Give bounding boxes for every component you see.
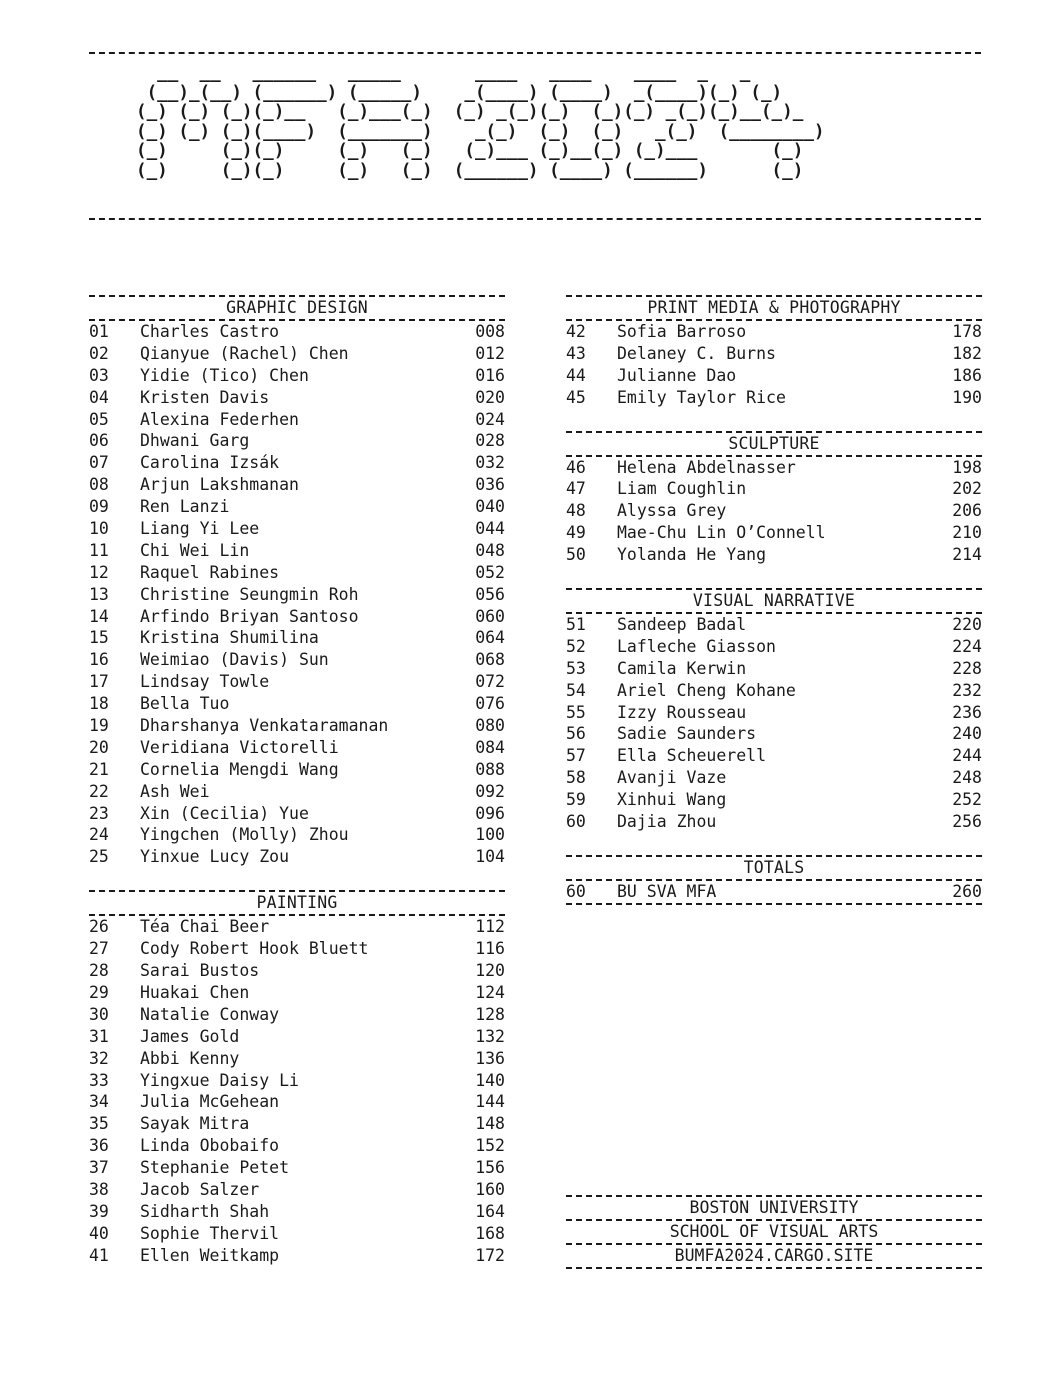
page-number: 172 xyxy=(475,1245,505,1265)
page-number: 112 xyxy=(475,917,505,937)
entry-number: 08 xyxy=(89,475,109,495)
page-number: 210 xyxy=(952,523,982,543)
artist-name: Liang Yi Lee xyxy=(140,519,260,539)
page-number: 164 xyxy=(475,1201,505,1221)
entry-number: 33 xyxy=(89,1070,109,1090)
entry-number: 60 xyxy=(566,812,586,832)
section-spacer xyxy=(566,409,982,431)
entry-number: 31 xyxy=(89,1026,109,1046)
entry-number: 43 xyxy=(566,343,586,363)
page-number: 186 xyxy=(952,365,982,385)
entry-number: 18 xyxy=(89,694,109,714)
entry-number: 06 xyxy=(89,431,109,451)
right-column xyxy=(566,295,982,905)
artist-name: Yolanda He Yang xyxy=(617,545,767,565)
page-number: 052 xyxy=(475,562,505,582)
list-item xyxy=(89,1004,505,1026)
page-number: 048 xyxy=(475,540,505,560)
page-number: 182 xyxy=(952,343,982,363)
entry-number: 04 xyxy=(89,387,109,407)
page-number: 160 xyxy=(475,1179,505,1199)
entry-number: 57 xyxy=(566,746,586,766)
section-painting xyxy=(89,890,505,1266)
artist-name: Bella Tuo xyxy=(140,694,230,714)
entry-number: 56 xyxy=(566,724,586,744)
artist-name: Julianne Dao xyxy=(617,365,737,385)
section-title: GRAPHIC DESIGN xyxy=(226,298,368,317)
section-rule xyxy=(566,903,982,905)
list-item xyxy=(566,702,982,724)
entry-number: 12 xyxy=(89,562,109,582)
artist-name: Arjun Lakshmanan xyxy=(140,475,299,495)
artist-name: Sarai Bustos xyxy=(140,961,260,981)
artist-name: Delaney C. Burns xyxy=(617,343,776,363)
list-item xyxy=(566,500,982,522)
artist-name: Sofia Barroso xyxy=(617,322,747,341)
page-number: 144 xyxy=(475,1092,505,1112)
artist-name: Raquel Rabines xyxy=(140,562,280,582)
artist-name: Linda Obobaifo xyxy=(140,1136,280,1156)
entry-number: 53 xyxy=(566,658,586,678)
entry-number: 41 xyxy=(89,1245,109,1265)
entry-number: 46 xyxy=(566,457,586,477)
page-number: 012 xyxy=(475,343,505,363)
page-number: 064 xyxy=(475,628,505,648)
page-number: 024 xyxy=(475,409,505,429)
entry-number: 48 xyxy=(566,501,586,521)
artist-name: Yidie (Tico) Chen xyxy=(140,365,309,385)
entry-number: 26 xyxy=(89,917,109,937)
entry-number: 24 xyxy=(89,825,109,845)
entry-number: 02 xyxy=(89,343,109,363)
entry-number: 21 xyxy=(89,759,109,779)
list-item xyxy=(89,1223,505,1245)
list-item xyxy=(89,474,505,496)
list-item xyxy=(89,496,505,518)
page-number: 060 xyxy=(475,606,505,626)
entry-number: 13 xyxy=(89,584,109,604)
entry-number: 14 xyxy=(89,606,109,626)
list-item xyxy=(89,518,505,540)
page-number: 202 xyxy=(952,479,982,499)
entry-number: 32 xyxy=(89,1048,109,1068)
list-item xyxy=(566,321,982,343)
list-item xyxy=(566,636,982,658)
artist-name: Cody Robert Hook Bluett xyxy=(140,939,369,959)
entry-number: 25 xyxy=(89,847,109,867)
artist-name: Izzy Rousseau xyxy=(617,702,747,722)
page-number: 032 xyxy=(475,453,505,473)
entry-number: 09 xyxy=(89,497,109,517)
entry-number: 29 xyxy=(89,982,109,1002)
list-item xyxy=(89,1070,505,1092)
page-number: 140 xyxy=(475,1070,505,1090)
list-item xyxy=(566,457,982,479)
list-item xyxy=(566,680,982,702)
artist-name: Ariel Cheng Kohane xyxy=(617,680,796,700)
list-item xyxy=(566,522,982,544)
list-item xyxy=(89,781,505,803)
section-title: PRINT MEDIA & PHOTOGRAPHY xyxy=(647,298,901,317)
artist-name: Avanji Vaze xyxy=(617,768,727,788)
list-item xyxy=(89,562,505,584)
list-item xyxy=(89,960,505,982)
list-item xyxy=(566,723,982,745)
entry-number: 30 xyxy=(89,1004,109,1024)
artist-name: Liam Coughlin xyxy=(617,479,747,499)
header-bottom-rule xyxy=(89,218,981,220)
page-number: 232 xyxy=(952,680,982,700)
entry-number: 40 xyxy=(89,1223,109,1243)
entry-number: 03 xyxy=(89,365,109,385)
page-number: 016 xyxy=(475,365,505,385)
section-title: SCULPTURE xyxy=(728,433,820,453)
entry-number: 50 xyxy=(566,545,586,565)
list-item xyxy=(89,452,505,474)
artist-name: Xin (Cecilia) Yue xyxy=(140,803,309,823)
page-number: 224 xyxy=(952,636,982,656)
list-item xyxy=(89,737,505,759)
artist-name: Ellen Weitkamp xyxy=(140,1245,280,1265)
entry-number: 45 xyxy=(566,387,586,407)
artist-name: Emily Taylor Rice xyxy=(617,387,786,407)
page-number: 124 xyxy=(475,982,505,1002)
list-item xyxy=(89,1157,505,1179)
list-item xyxy=(566,478,982,500)
page-number: 168 xyxy=(475,1223,505,1243)
section-title: TOTALS xyxy=(743,857,805,877)
list-item xyxy=(89,606,505,628)
artist-name: Lafleche Giasson xyxy=(617,636,776,656)
list-item xyxy=(566,767,982,789)
section-title: PAINTING xyxy=(256,893,338,913)
list-item xyxy=(89,649,505,671)
page-number: 020 xyxy=(475,387,505,407)
list-item xyxy=(89,1026,505,1048)
artist-name: Huakai Chen xyxy=(140,982,250,1002)
artist-name: James Gold xyxy=(140,1026,240,1046)
list-item xyxy=(566,789,982,811)
list-item xyxy=(89,1048,505,1070)
entry-number: 42 xyxy=(566,322,586,341)
page-number: 220 xyxy=(952,615,982,635)
page-number: 248 xyxy=(952,768,982,788)
list-item xyxy=(89,387,505,409)
artist-name: Lindsay Towle xyxy=(140,672,270,692)
section-sculpture xyxy=(566,431,982,566)
list-item xyxy=(566,614,982,636)
artist-name: BU SVA MFA xyxy=(617,881,717,901)
entry-number: 44 xyxy=(566,365,586,385)
artist-name: Camila Kerwin xyxy=(617,658,747,678)
page-number: 228 xyxy=(952,658,982,678)
entry-number: 38 xyxy=(89,1179,109,1199)
section-visual-narrative xyxy=(566,588,982,833)
list-item xyxy=(566,658,982,680)
page-number: 084 xyxy=(475,737,505,757)
footer-rule xyxy=(566,1267,982,1269)
entry-number: 36 xyxy=(89,1136,109,1156)
artist-name: Arfindo Briyan Santoso xyxy=(140,606,359,626)
page-number: 136 xyxy=(475,1048,505,1068)
page-number: 120 xyxy=(475,961,505,981)
artist-name: Qianyue (Rachel) Chen xyxy=(140,343,349,363)
entry-number: 51 xyxy=(566,615,586,635)
entry-number: 22 xyxy=(89,781,109,801)
footer-line: BUMFA2024.CARGO.SITE xyxy=(674,1246,874,1265)
page-number: 080 xyxy=(475,716,505,736)
page-number: 100 xyxy=(475,825,505,845)
artist-name: Natalie Conway xyxy=(140,1004,280,1024)
list-item xyxy=(566,745,982,767)
list-item xyxy=(566,881,982,903)
entry-number: 15 xyxy=(89,628,109,648)
entry-number: 34 xyxy=(89,1092,109,1112)
page-number: 206 xyxy=(952,501,982,521)
artist-name: Stephanie Petet xyxy=(140,1158,290,1178)
page-number: 068 xyxy=(475,650,505,670)
page-number: 256 xyxy=(952,812,982,832)
artist-name: Julia McGehean xyxy=(140,1092,280,1112)
artist-name: Ella Scheuerell xyxy=(617,746,767,766)
artist-name: Cornelia Mengdi Wang xyxy=(140,759,339,779)
artist-name: Sidharth Shah xyxy=(140,1201,270,1221)
list-item xyxy=(566,365,982,387)
page-number: 088 xyxy=(475,759,505,779)
artist-name: Christine Seungmin Roh xyxy=(140,584,359,604)
artist-name: Dhwani Garg xyxy=(140,431,250,451)
entry-number: 28 xyxy=(89,961,109,981)
entry-number: 55 xyxy=(566,702,586,722)
page-number: 198 xyxy=(952,457,982,477)
artist-name: Ash Wei xyxy=(140,781,210,801)
artist-name: Veridiana Victorelli xyxy=(140,737,339,757)
list-item xyxy=(89,715,505,737)
artist-name: Dajia Zhou xyxy=(617,812,717,832)
section-title: VISUAL NARRATIVE xyxy=(692,591,856,611)
header-top-rule xyxy=(89,52,981,54)
page-number: 148 xyxy=(475,1114,505,1134)
page-number: 252 xyxy=(952,790,982,810)
list-item xyxy=(566,811,982,833)
left-column xyxy=(89,295,505,1267)
page-number: 028 xyxy=(475,431,505,451)
artist-name: Alyssa Grey xyxy=(617,501,727,521)
artist-name: Téa Chai Beer xyxy=(140,917,270,937)
artist-name: Carolina Izsák xyxy=(140,453,280,473)
entry-number: 01 xyxy=(89,322,109,341)
entry-number: 54 xyxy=(566,680,586,700)
list-item xyxy=(89,1245,505,1267)
artist-name: Xinhui Wang xyxy=(617,790,727,810)
section-spacer xyxy=(89,868,505,890)
list-item xyxy=(89,627,505,649)
artist-name: Yinxue Lucy Zou xyxy=(140,847,290,867)
footer-line: SCHOOL OF VISUAL ARTS xyxy=(669,1222,879,1241)
list-item xyxy=(89,343,505,365)
list-item xyxy=(89,1113,505,1135)
page-number: 036 xyxy=(475,475,505,495)
entry-number: 39 xyxy=(89,1201,109,1221)
list-item xyxy=(89,824,505,846)
artist-name: Chi Wei Lin xyxy=(140,540,250,560)
page-number: 116 xyxy=(475,939,505,959)
entry-number: 49 xyxy=(566,523,586,543)
page-number: 044 xyxy=(475,519,505,539)
entry-number: 37 xyxy=(89,1158,109,1178)
section-spacer xyxy=(566,566,982,588)
artist-name: Ren Lanzi xyxy=(140,497,230,517)
list-item xyxy=(89,916,505,938)
entry-number: 10 xyxy=(89,519,109,539)
list-item xyxy=(89,846,505,868)
page-number: 214 xyxy=(952,545,982,565)
list-item xyxy=(89,430,505,452)
list-item xyxy=(89,409,505,431)
entry-number: 17 xyxy=(89,672,109,692)
entry-number: 59 xyxy=(566,790,586,810)
entry-number: 16 xyxy=(89,650,109,670)
list-item xyxy=(89,803,505,825)
page-number: 008 xyxy=(475,322,505,341)
entry-number: 35 xyxy=(89,1114,109,1134)
list-item xyxy=(89,1201,505,1223)
artist-name: Kristina Shumilina xyxy=(140,628,319,648)
list-item xyxy=(89,1179,505,1201)
footer-line: BOSTON UNIVERSITY xyxy=(689,1198,859,1217)
artist-name: Yingchen (Molly) Zhou xyxy=(140,825,349,845)
list-item xyxy=(89,1091,505,1113)
list-item xyxy=(566,544,982,566)
section-totals xyxy=(566,855,982,903)
artist-name: Charles Castro xyxy=(140,322,280,341)
entry-number: 23 xyxy=(89,803,109,823)
entry-number: 11 xyxy=(89,540,109,560)
page-number: 092 xyxy=(475,781,505,801)
artist-name: Abbi Kenny xyxy=(140,1048,240,1068)
artist-name: Sandeep Badal xyxy=(617,615,747,635)
artist-name: Helena Abdelnasser xyxy=(617,457,796,477)
page-number: 156 xyxy=(475,1158,505,1178)
page-number: 076 xyxy=(475,694,505,714)
list-item xyxy=(89,1135,505,1157)
list-item xyxy=(89,365,505,387)
section-graphic-design xyxy=(89,295,505,868)
section-spacer xyxy=(566,833,982,855)
artist-name: Weimiao (Davis) Sun xyxy=(140,650,329,670)
page-number: 104 xyxy=(475,847,505,867)
ascii-art-title: __ __ ______ _____ ____ ____ ____ _ _ (__)_(__) (______) (_____) _(____) (____) _(____)(_) (_) (_) (_) (_)(_)__ (_)___(_) (_) _(_)(_) (_)(_) _(_)(_)__(_)_ (_) (_) (_)(____) (_______) _(_) (_) (_) _(_) (________) (_) (_)(_) (_) (_) (_)___ (_)__(_) (_)___ (_) (_) (_)(_) (_) (_) (______) (____) (______) (_) xyxy=(136,63,825,181)
entry-number: 58 xyxy=(566,768,586,788)
page-number: 152 xyxy=(475,1136,505,1156)
entry-number: 52 xyxy=(566,636,586,656)
entry-number: 07 xyxy=(89,453,109,473)
page-number: 240 xyxy=(952,724,982,744)
entry-number: 60 xyxy=(566,881,586,901)
page-number: 132 xyxy=(475,1026,505,1046)
artist-name: Kristen Davis xyxy=(140,387,270,407)
list-item xyxy=(89,584,505,606)
list-item xyxy=(89,938,505,960)
entry-number: 47 xyxy=(566,479,586,499)
list-item xyxy=(89,540,505,562)
page-number: 072 xyxy=(475,672,505,692)
list-item xyxy=(89,982,505,1004)
list-item xyxy=(566,387,982,409)
page-number: 244 xyxy=(952,746,982,766)
artist-name: Mae-Chu Lin O’Connell xyxy=(617,523,826,543)
school-info-footer xyxy=(566,1195,982,1269)
entry-number: 19 xyxy=(89,716,109,736)
page-number: 236 xyxy=(952,702,982,722)
page-number: 096 xyxy=(475,803,505,823)
artist-name: Sophie Thervil xyxy=(140,1223,280,1243)
entry-number: 20 xyxy=(89,737,109,757)
page-number: 128 xyxy=(475,1004,505,1024)
list-item xyxy=(89,693,505,715)
list-item xyxy=(566,343,982,365)
list-item xyxy=(89,671,505,693)
entry-number: 27 xyxy=(89,939,109,959)
artist-name: Alexina Federhen xyxy=(140,409,299,429)
artist-name: Sayak Mitra xyxy=(140,1114,250,1134)
page-number: 190 xyxy=(952,387,982,407)
list-item xyxy=(89,321,505,343)
section-print-media-photography xyxy=(566,295,982,409)
page-number: 178 xyxy=(952,322,982,341)
artist-name: Sadie Saunders xyxy=(617,724,757,744)
page-number: 040 xyxy=(475,497,505,517)
page-number: 056 xyxy=(475,584,505,604)
artist-name: Jacob Salzer xyxy=(140,1179,260,1199)
artist-name: Dharshanya Venkataramanan xyxy=(140,716,389,736)
page-number: 260 xyxy=(952,881,982,901)
list-item xyxy=(89,759,505,781)
entry-number: 05 xyxy=(89,409,109,429)
artist-name: Yingxue Daisy Li xyxy=(140,1070,299,1090)
